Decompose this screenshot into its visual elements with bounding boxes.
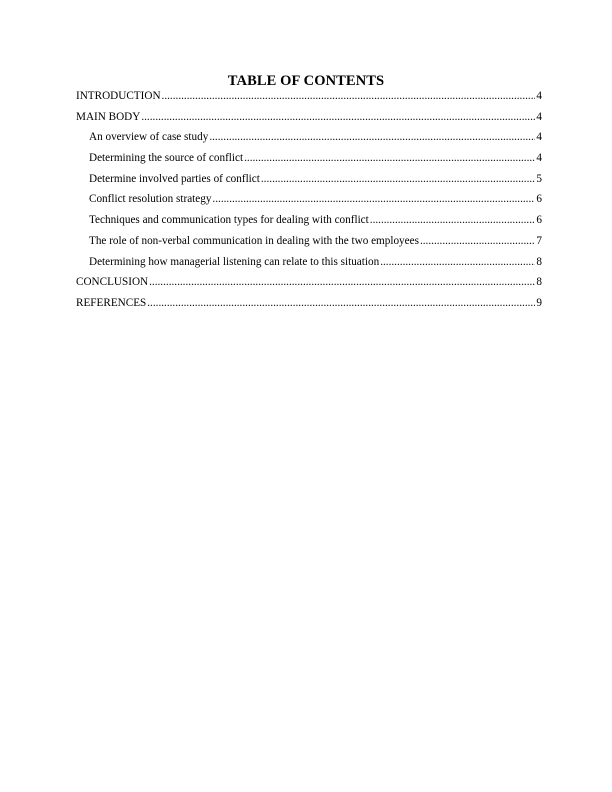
toc-entry-text[interactable]: CONCLUSION <box>76 276 149 289</box>
toc-page-number: 8 <box>536 255 542 268</box>
toc-entry-text[interactable]: MAIN BODY <box>76 110 141 123</box>
dot-leader <box>141 110 535 124</box>
toc-page-number: 4 <box>536 152 542 165</box>
toc-entry-references[interactable] <box>76 296 542 317</box>
toc-entry-text[interactable]: Techniques and communication types for dealing with conflict <box>89 214 369 227</box>
toc-page-number: 8 <box>536 276 542 289</box>
toc-entry-conclusion[interactable] <box>76 275 542 296</box>
dot-leader <box>244 151 535 165</box>
toc-page-number: 6 <box>536 193 542 206</box>
dot-leader <box>261 172 536 186</box>
toc-page-number: 4 <box>536 90 542 102</box>
toc-page-number: 5 <box>536 172 542 185</box>
toc-entry-main-body[interactable] <box>76 110 542 131</box>
toc-entry-text[interactable]: REFERENCES <box>76 296 147 309</box>
toc-entry-case-overview[interactable] <box>76 130 542 151</box>
toc-list <box>76 89 542 317</box>
toc-page-number: 6 <box>536 214 542 227</box>
dot-leader <box>162 89 536 103</box>
toc-entry-text[interactable]: Determining how managerial listening can relate to this situation <box>89 255 380 268</box>
toc-entry-communication-techniques[interactable] <box>76 213 542 234</box>
toc-page-number: 7 <box>536 234 542 247</box>
toc-entry-text[interactable]: INTRODUCTION <box>76 90 161 102</box>
dot-leader <box>149 275 535 289</box>
toc-entry-conflict-source[interactable] <box>76 151 542 172</box>
toc-page-number: 9 <box>536 296 542 309</box>
toc-entry-text[interactable]: Determining the source of conflict <box>89 152 244 165</box>
toc-page-number: 4 <box>536 110 542 123</box>
toc-entry-text[interactable]: Determine involved parties of conflict <box>89 172 260 185</box>
dot-leader <box>209 130 535 144</box>
toc-title: TABLE OF CONTENTS <box>227 73 385 89</box>
toc-entry-text[interactable]: Conflict resolution strategy <box>89 193 212 206</box>
toc-entry-non-verbal-communication[interactable] <box>76 234 542 255</box>
toc-entry-introduction[interactable] <box>76 89 542 110</box>
toc-entry-text[interactable]: An overview of case study <box>89 131 209 144</box>
toc-entry-text[interactable]: The role of non-verbal communication in dealing with the two employees <box>89 234 419 247</box>
dot-leader <box>420 234 535 248</box>
dot-leader <box>370 213 536 227</box>
dot-leader <box>212 192 535 206</box>
toc-entry-involved-parties[interactable] <box>76 172 542 193</box>
toc-entry-resolution-strategy[interactable] <box>76 192 542 213</box>
toc-entry-managerial-listening[interactable] <box>76 255 542 276</box>
toc-page-number: 4 <box>536 131 542 144</box>
dot-leader <box>147 296 535 310</box>
dot-leader <box>380 255 535 269</box>
